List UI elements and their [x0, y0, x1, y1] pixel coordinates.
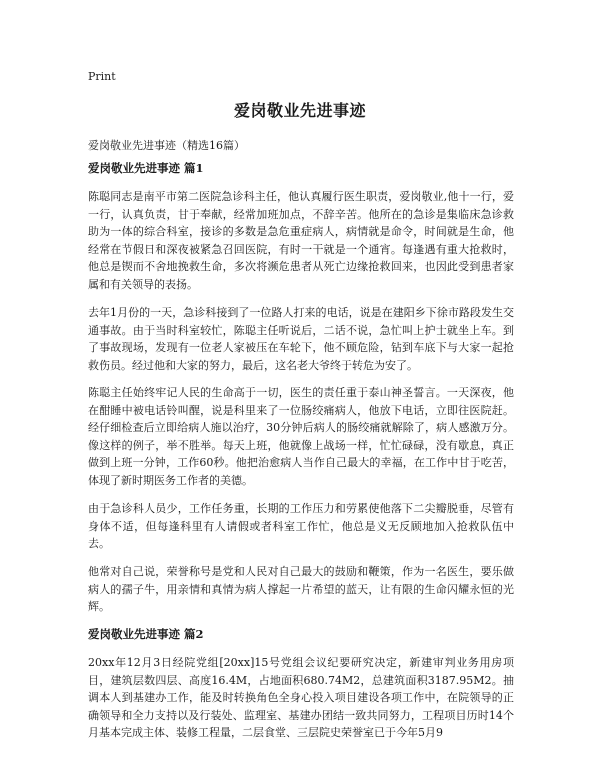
section-heading: 爱岗敬业先进事迹 篇1 [88, 161, 204, 175]
paragraph: 他常对自己说，荣誉称号是党和人民对自己最大的鼓励和鞭策，作为一名医生，要乐做病人的孺子牛，用亲情和真情为病人撑起一片希望的蓝天，让有限的生命闪耀永恒的光辉。 [88, 565, 514, 614]
print-link[interactable]: Print [88, 70, 116, 83]
paragraph: 由于急诊科人员少，工作任务重，长期的工作压力和劳累使他落下二尖瓣脱垂，尽管有身体不适，但每逢科里有人请假或者科室工作忙，他总是义无反顾地加入抢救队伍中去。 [88, 502, 514, 551]
paragraph: 去年1月份的一天，急诊科接到了一位路人打来的电话，说是在建阳乡下徐市路段发生交通事故。由于当时科室较忙，陈聪主任听说后，二话不说，急忙叫上护士就坐上车。到了事故现场，发现有一位老人家被压在车轮下，他不顾危险，钻到车底下与大家一起抢救伤员。经过他和大家的努力，最后，这名老大爷终于转危为安了。 [88, 306, 514, 372]
paragraph: 陈聪主任始终牢记人民的生命高于一切，医生的责任重于泰山神圣誓言。一天深夜，他在酣睡中被电话铃叫醒，说是科里来了一位肠绞痛病人，他放下电话，立即往医院赶。经仔细检查后立即给病人施以治疗，30分钟后病人的肠绞痛就解除了，病人感激万分。像这样的例子，举不胜举。每天上班，他就像上战场一样，忙忙碌碌，没有歇息，真正做到上班一分钟，工作60秒。他把治愈病人当作自己最大的幸福，在工作中甘于吃苦，体现了新时期医务工作者的美德。 [88, 386, 514, 487]
section-heading: 爱岗敬业先进事迹 篇2 [88, 627, 204, 641]
page-title: 爱岗敬业先进事迹 [233, 101, 366, 120]
paragraph: 陈聪同志是南平市第二医院急诊科主任，他认真履行医生职责，爱岗敬业,他十一行，爱一行，认真负责，甘于奉献，经常加班加点，不辞辛苦。他所在的急诊是集临床急诊救助为一体的综合科室，接诊的多数是急危重症病人，病情就是命令，时间就是生命，他经常在节假日和深夜被紧急召回医院，有时一干就是一个通宵。每逢遇有重大抢救时，他总是锲而不舍地挽救生命，多次将濒危患者从死亡边缘抢救回来，也因此受到患者家属和有关领导的表扬。 [88, 190, 514, 291]
paragraph: 20xx年12月3日经院党组[20xx]15号党组会议纪要研究决定，新建审判业务用房项目，建筑层数四层、高度16.4M，占地面积680.74M2，总建筑面积3187.95M2。抽调本人到基建办工作，能及时转换角色全身心投入项目建设各项工作中，在院领导的正确领导和全力支持以及行装处、监理室、基建办团结一致共同努力，工程项目历时14个月基本完成主体、装修工程量，二层食堂、三层院史荣誉室已于今年5月9 [88, 656, 514, 740]
page-subtitle: 爱岗敬业先进事迹（精选16篇） [88, 139, 245, 152]
